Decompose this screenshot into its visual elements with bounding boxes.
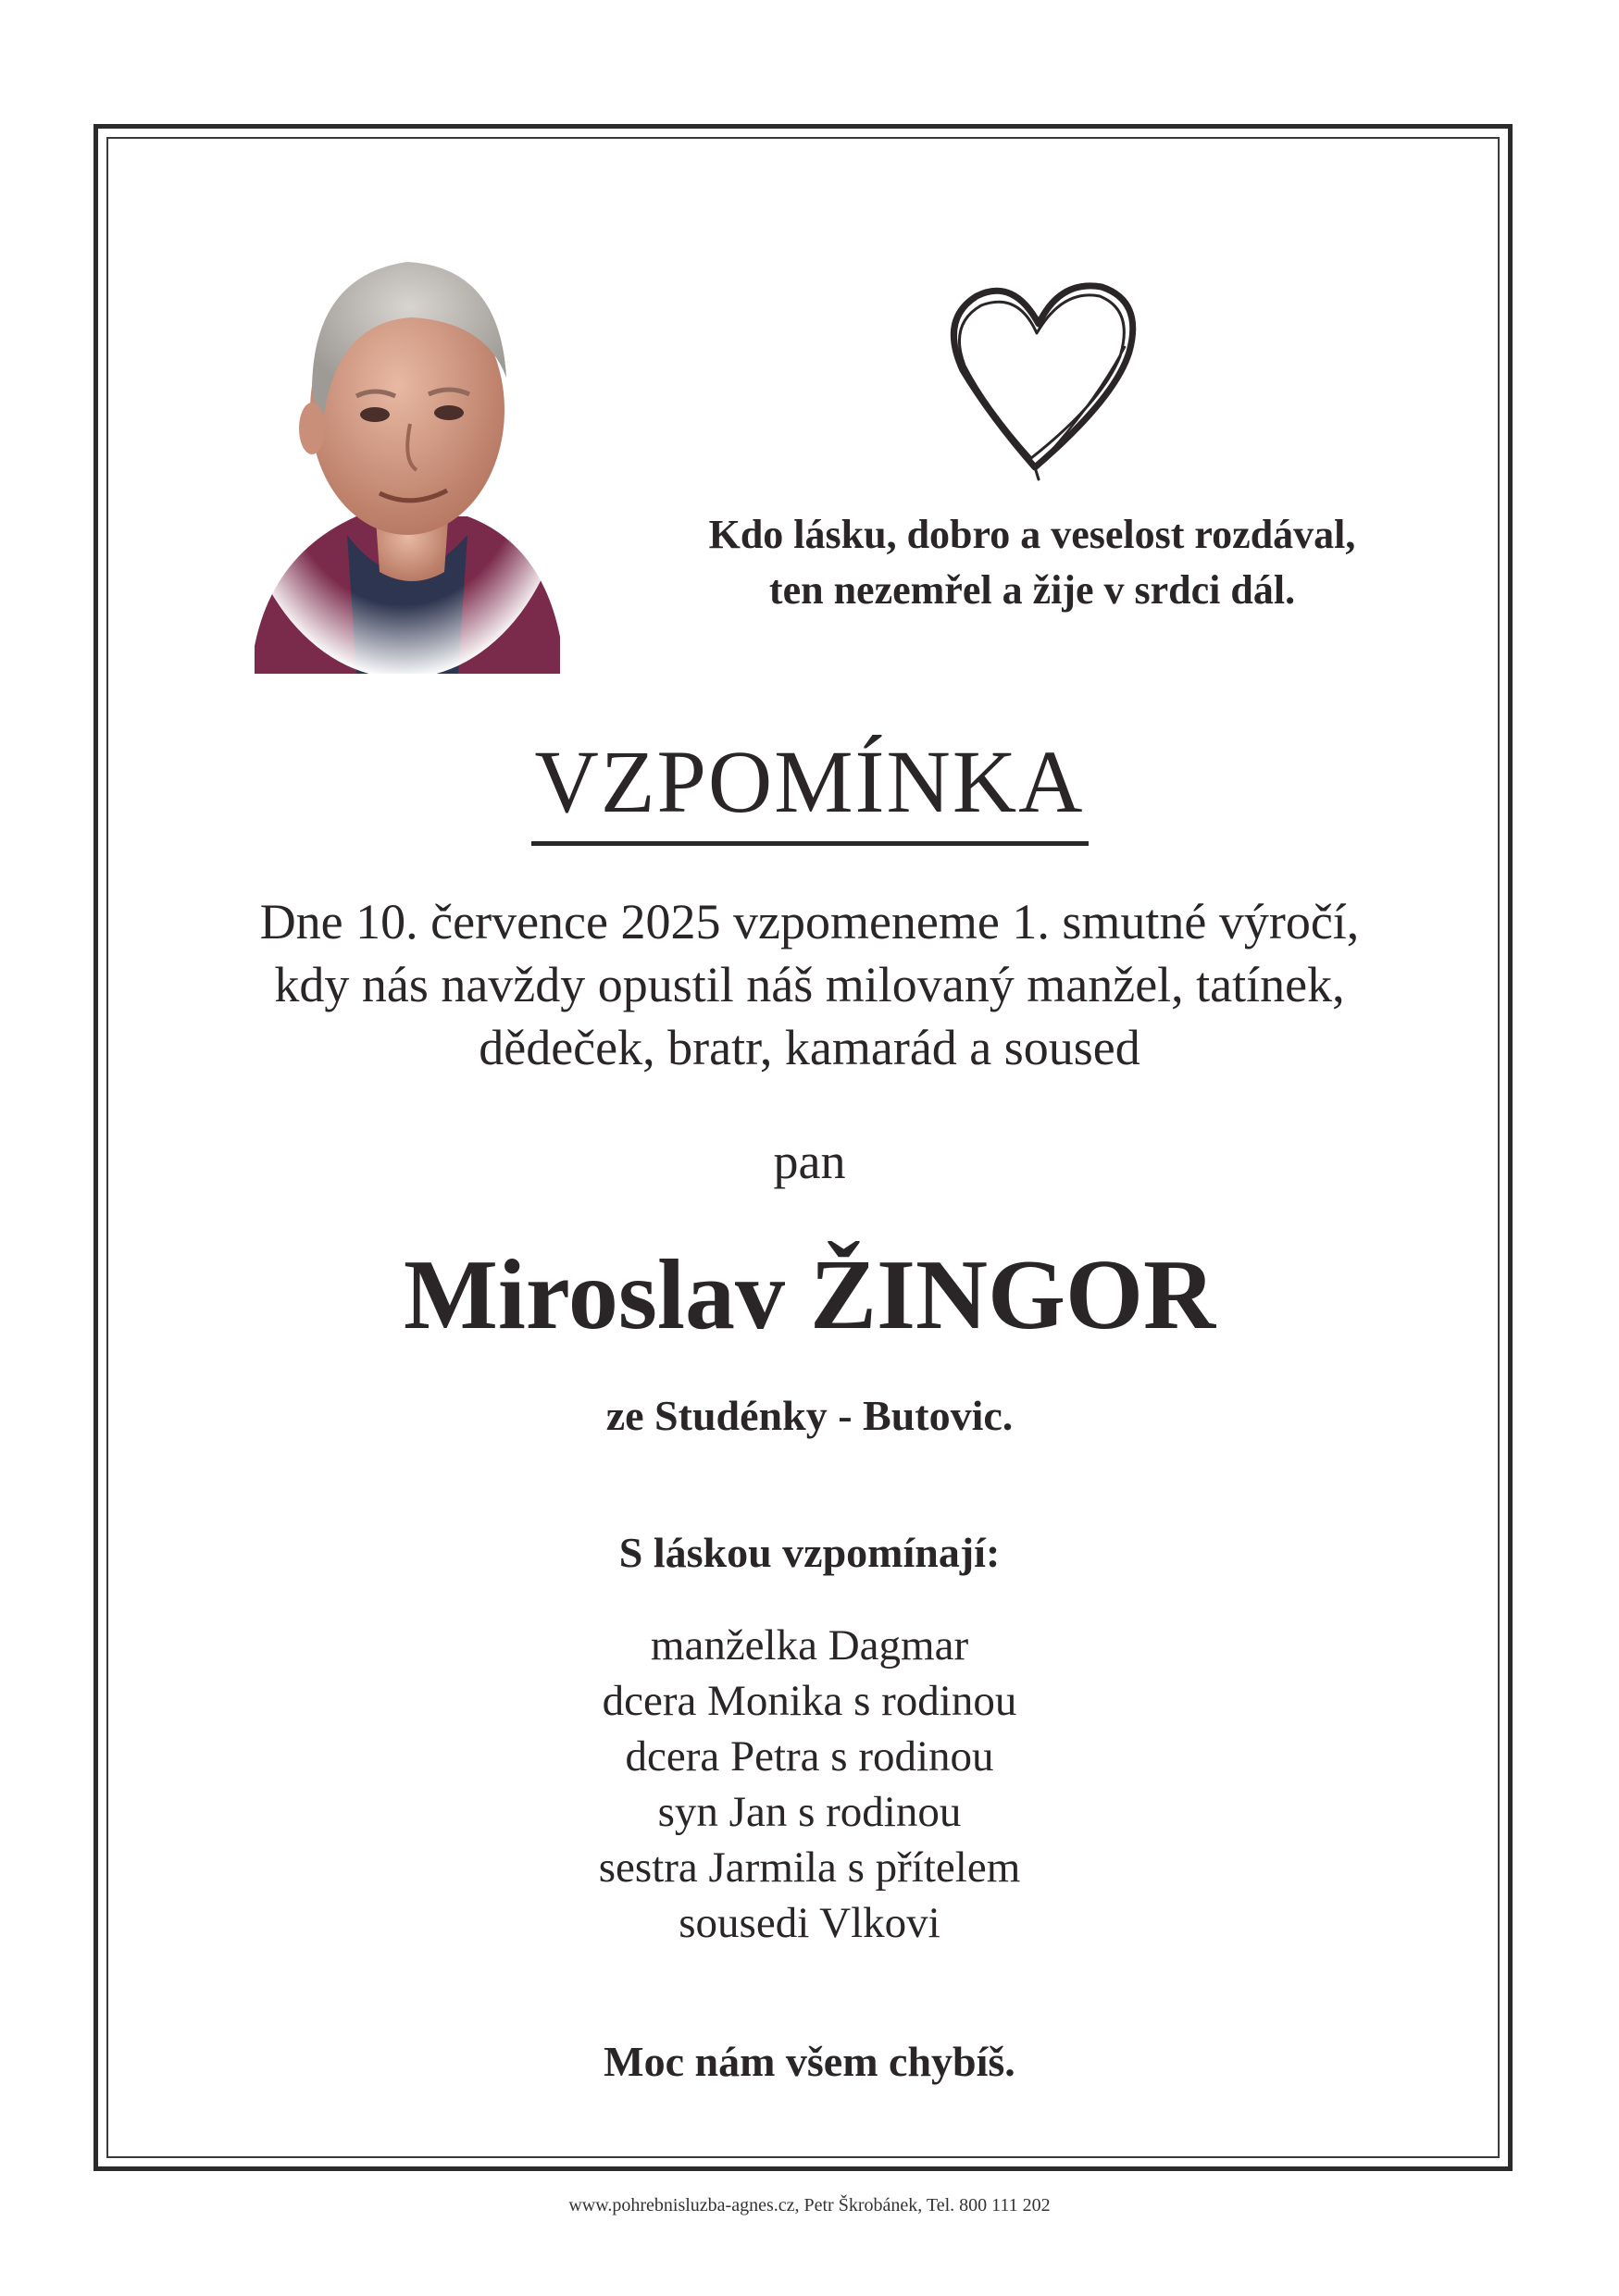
mourner-item: sestra Jarmila s přítelem	[598, 1843, 1021, 1892]
mourners-list	[0, 1618, 1619, 1951]
heart-icon	[935, 268, 1148, 481]
mourner-item: syn Jan s rodinou	[657, 1788, 962, 1836]
origin: ze Studénky - Butovic.	[605, 1392, 1014, 1439]
footer-contact: www.pohrebnisluzba-agnes.cz, Petr Škrobánek, Tel. 800 111 202	[568, 2195, 1051, 2215]
mourner-item: manželka Dagmar	[650, 1621, 969, 1669]
closing-line: Moc nám všem chybíš.	[604, 2038, 1015, 2085]
mourner-item: dcera Monika s rodinou	[602, 1677, 1017, 1725]
announcement-line-2: kdy nás navždy opustil náš milovaný manžel, tatínek,	[274, 957, 1345, 1012]
honorific: pan	[773, 1134, 846, 1189]
motto	[629, 507, 1435, 618]
announcement	[0, 890, 1619, 1079]
motto-line-1: Kdo lásku, dobro a veselost rozdával,	[708, 512, 1356, 557]
heading-wrapper	[0, 732, 1619, 846]
deceased-name: Miroslav ŽINGOR	[403, 1240, 1216, 1350]
announcement-line-1: Dne 10. července 2025 vzpomeneme 1. smutné výročí,	[259, 894, 1360, 949]
page-title: VZPOMÍNKA	[531, 736, 1089, 846]
mourners-heading: S láskou vzpomínají:	[618, 1529, 1001, 1576]
announcement-line-3: dědeček, bratr, kamarád a soused	[479, 1020, 1140, 1075]
portrait-photo	[236, 239, 569, 674]
motto-line-2: ten nezemřel a žije v srdci dál.	[768, 567, 1296, 613]
mourner-item: sousedi Vlkovi	[679, 1899, 940, 1947]
mourner-item: dcera Petra s rodinou	[625, 1732, 994, 1781]
